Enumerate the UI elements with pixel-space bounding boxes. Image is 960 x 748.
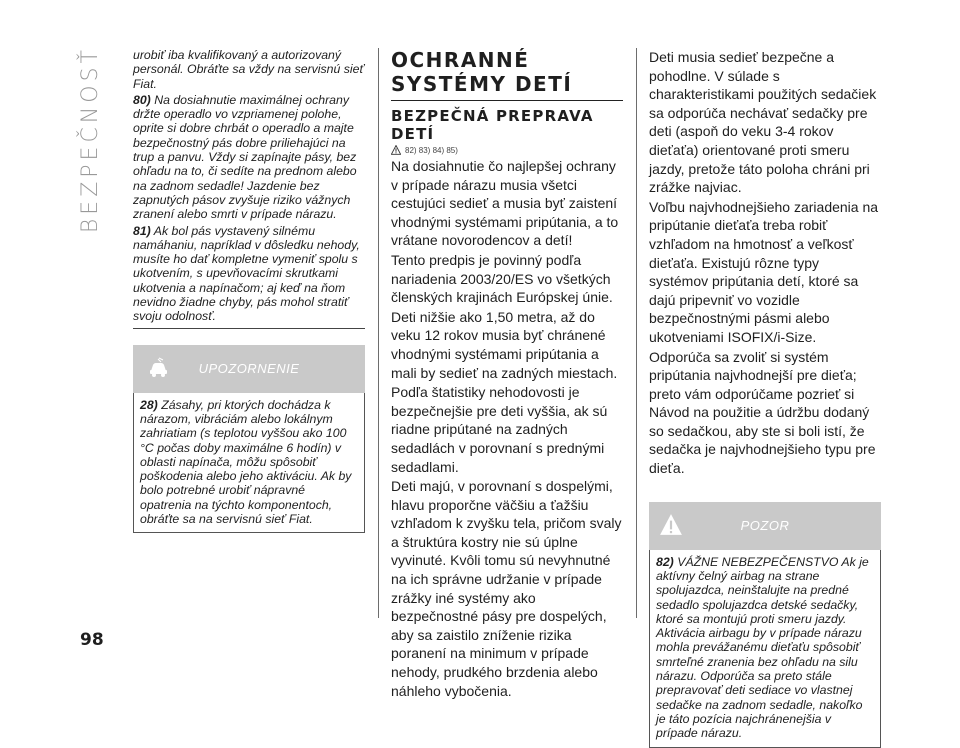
- paragraph-text: urobiť iba kvalifikovaný a autorizovaný personál. Obráťte sa vždy na servisnú sieť Fiat.: [133, 48, 364, 91]
- column-right: [649, 48, 881, 748]
- subsection-heading: [391, 107, 623, 143]
- note-number: 80): [133, 92, 151, 107]
- text-paragraph: [133, 48, 365, 91]
- body-paragraph: Deti nižšie ako 1,50 metra, až do veku 12 rokov musia byť chránené vhodnými systémami pripútania a mali by sedieť na zadných miestach.: [391, 308, 618, 381]
- column-divider: [636, 48, 637, 618]
- warning-references: [391, 145, 623, 155]
- car-warning-icon: [147, 357, 169, 379]
- warning-box-body: [133, 393, 365, 534]
- warning-box-header: [133, 345, 365, 393]
- note-text: Zásahy, pri ktorých dochádza k nárazom, vibráciám alebo lokálnym zahriatiam (s teplotou vyššou ako 100 °C počas doby maximálne 6 hodín) v oblasti napínača, môžu spôsobiť poškodenia alebo jeho aktiváciu. Ak by bolo potrebné urobiť nápravné opatrenia na týchto komponentoch, obráťte sa na servisnú sieť Fiat.: [140, 397, 352, 527]
- body-paragraph: Odporúča sa zvoliť si systém pripútania najvhodnejší pre dieťa; preto vám odporúčame pozrieť si Návod na použitie a údržbu dodaný so sedačkou, aby ste si boli istí, že sedačka je najvhodnejšieho typu pre dieťa.: [649, 348, 876, 477]
- body-paragraph: Voľbu najvhodnejšieho zariadenia na pripútanie dieťaťa treba robiť vzhľadom na hmotnosť a veľkosť dieťaťa. Existujú rôzne typy systémov pripútania detí, ktoré sa dajú pripevniť vo vozidle bezpečnostnými pásmi alebo ukotveniami ISOFIX/i-Size.: [649, 198, 879, 345]
- column-divider: [378, 48, 379, 618]
- section-heading: [391, 48, 623, 96]
- warning-box-label: UPOZORNENIE: [198, 361, 300, 377]
- section-side-title: BEZPEČNOSŤ: [78, 46, 103, 234]
- body-paragraph: Deti musia sedieť bezpečne a pohodlne. V súlade s charakteristikami použitých sedačiek sa odporúča nechávať sedačky pre deti (aspoň do veku 3-4 rokov dieťaťa) orientované proti smeru jazdy, pretože táto poloha chráni pri zrážke najviac.: [649, 49, 877, 196]
- column-middle: [391, 48, 623, 701]
- heading-rule: [391, 100, 623, 101]
- note-text: Ak bol pás vystavený silnému namáhaniu, napríklad v dôsledku nehody, musíte ho dať kompletne vymeniť spolu s ukotvením, s upevňovacími skrutkami ukotvenia a napínačom; aj keď na ňom nevidno žiadne chyby, pás mohol stratiť svoju odolnosť.: [133, 223, 360, 324]
- note-number: 82): [656, 554, 674, 569]
- column-left: [133, 48, 365, 533]
- note-81: [133, 224, 365, 324]
- heading-line: DETÍ: [391, 125, 435, 143]
- caution-box-body: [649, 550, 881, 748]
- page-number: 98: [80, 630, 104, 650]
- note-text: VÁŽNE NEBEZPEČENSTVO Ak je aktívny čelný airbag na strane spolujazdca, neinštalujte na predné sedadlo spolujazdca detské sedačky, ktoré sa montujú proti smeru jazdy. Aktivácia airbagu by v prípade nárazu mohla prevážanému dieťaťu spôsobiť smrteľné zranenia bez ohľadu na silu nárazu. Odporúča sa preto stále prepravovať deti sediace vo vlastnej sedačke na zadnom sedadle, nakoľko je táto pozícia najchránenejšia v prípade nárazu.: [656, 554, 869, 741]
- heading-line: SYSTÉMY DETÍ: [391, 72, 573, 96]
- warning-triangle-icon: [391, 145, 401, 155]
- section-rule: [133, 328, 365, 329]
- note-82: [656, 555, 874, 741]
- heading-line: BEZPEČNÁ PREPRAVA: [391, 107, 594, 125]
- body-paragraph: Tento predpis je povinný podľa nariadenia 2003/20/ES vo všetkých členských krajinách Európskej únie.: [391, 251, 613, 306]
- note-number: 28): [140, 397, 158, 412]
- note-number: 81): [133, 223, 151, 238]
- reference-numbers: 82) 83) 84) 85): [405, 145, 458, 155]
- note-28: [140, 398, 358, 527]
- note-80: [133, 93, 365, 222]
- warning-box: [133, 345, 365, 534]
- caution-box-label: POZOR: [740, 518, 790, 534]
- heading-line: OCHRANNÉ: [391, 48, 530, 72]
- note-text: Na dosiahnutie maximálnej ochrany držte operadlo vo vzpriamenej polohe, oprite si dobre chrbát o operadlo a majte bezpečnostný pás dobre priliehajúci na trup a panvu. Vždy si zapínajte pásy, bez ohľadu na to, či sedíte na prednom alebo na zadnom sedadle! Jazdenie bez zapnutých pásov zvyšuje riziko vážnych zranení alebo smrti v prípade nárazu.: [133, 92, 357, 222]
- warning-triangle-icon: [659, 512, 683, 538]
- body-paragraph: Na dosiahnutie čo najlepšej ochrany v prípade nárazu musia všetci cestujúci sedieť a musia byť zaistení vhodnými systémami pripútania, a to vrátane novorodencov a detí!: [391, 158, 619, 249]
- caution-box-header: [649, 502, 881, 550]
- body-paragraph: Podľa štatistiky nehodovosti je bezpečnejšie pre deti vyššia, ak sú riadne pripútané na zadných sedadlách v porovnaní s prednými sedadlami.: [391, 384, 608, 475]
- body-paragraph: Deti majú, v porovnaní s dospelými, hlavu proporčne väčšiu a ťažšiu vzhľadom k zvyšku tela, pričom svaly a štruktúra kostry nie sú úplne vyvinuté. Kvôli tomu sú nevyhnutné na ich správne udržanie v prípade zrážky iné systémy ako bezpečnostné pásy pre dospelých, aby sa zaistilo zníženie rizika poranení na minimum v prípade nehody, prudkého brzdenia alebo náhleho vybočenia.: [391, 478, 622, 699]
- caution-box: [649, 502, 881, 748]
